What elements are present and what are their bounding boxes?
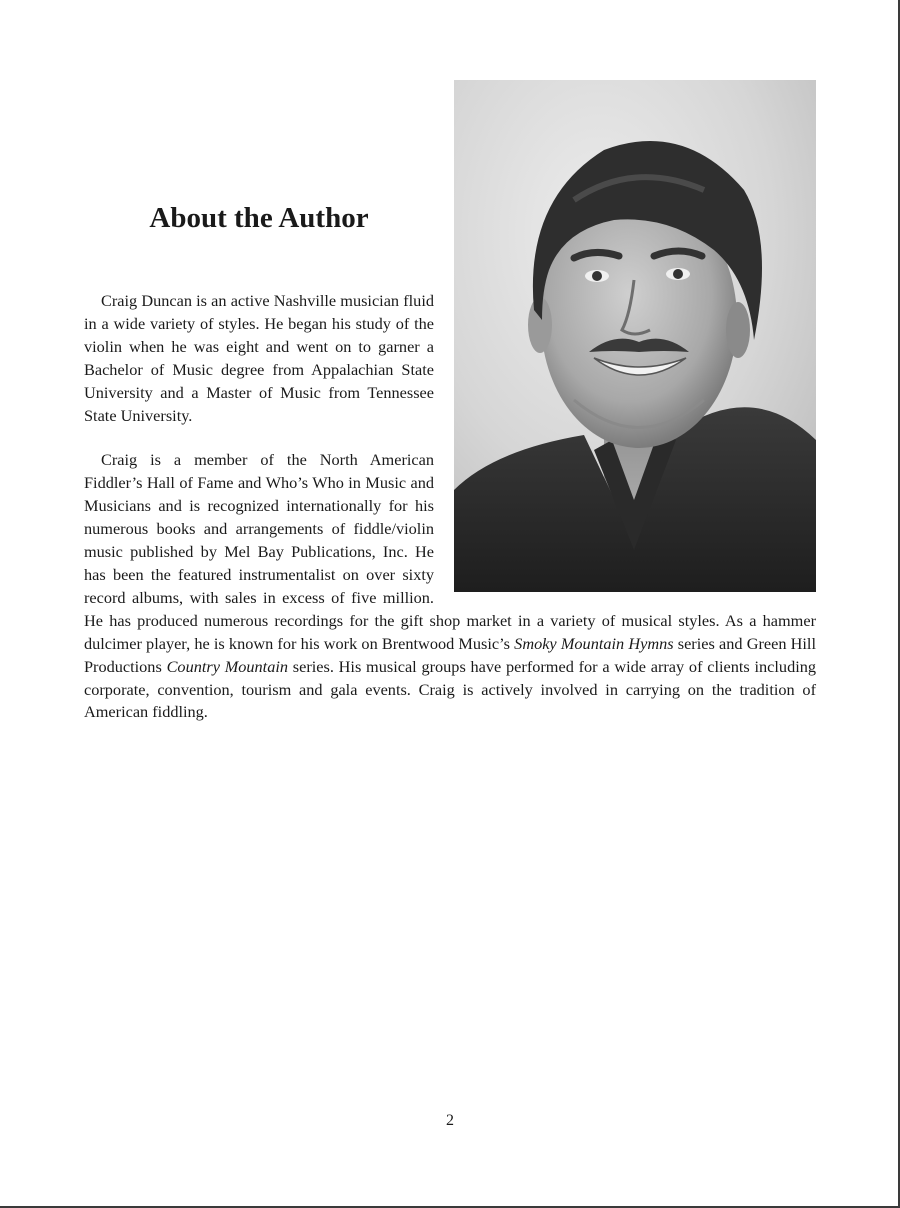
italic-title-text: Smoky Mountain Hymns (514, 633, 674, 653)
italic-title-text: Country Mountain (166, 656, 289, 676)
photo-float-spacer (434, 290, 816, 596)
bio-text-segment: series and Green Hill Productions (84, 633, 816, 676)
bio-text-segment: Craig is a member of the North American Fiddler’s Hall of Fame and Who’s Who in Music and Musicians and is recognized internationally for his numerous books and arrangements of fiddle/violin music published by Mel Bay Publications, Inc. He has been the featured instrumentalist on over sixty record albums, with sales in excess of five million. He has produced numerous recordings for the gift shop market in a variety of musical styles. As a hammer dulcimer player, he is known for his work on Brentwood Music’s (84, 450, 816, 653)
page-number: 2 (446, 1112, 454, 1129)
author-bio (84, 290, 816, 724)
bio-text-segment: series. His musical groups have performed for a wide array of clients including corporate, convention, tourism and gala events. Craig is actively involved in carrying on the tradition of American fiddling. (84, 656, 817, 722)
page-title: About the Author (149, 202, 369, 234)
bio-text-segment: Craig Duncan is an active Nashville musician fluid in a wide variety of styles. He began his study of the violin when he was eight and went on to garner a Bachelor of Music degree from Appalachian State University and a Master of Music from Tennessee State University. (84, 291, 434, 425)
